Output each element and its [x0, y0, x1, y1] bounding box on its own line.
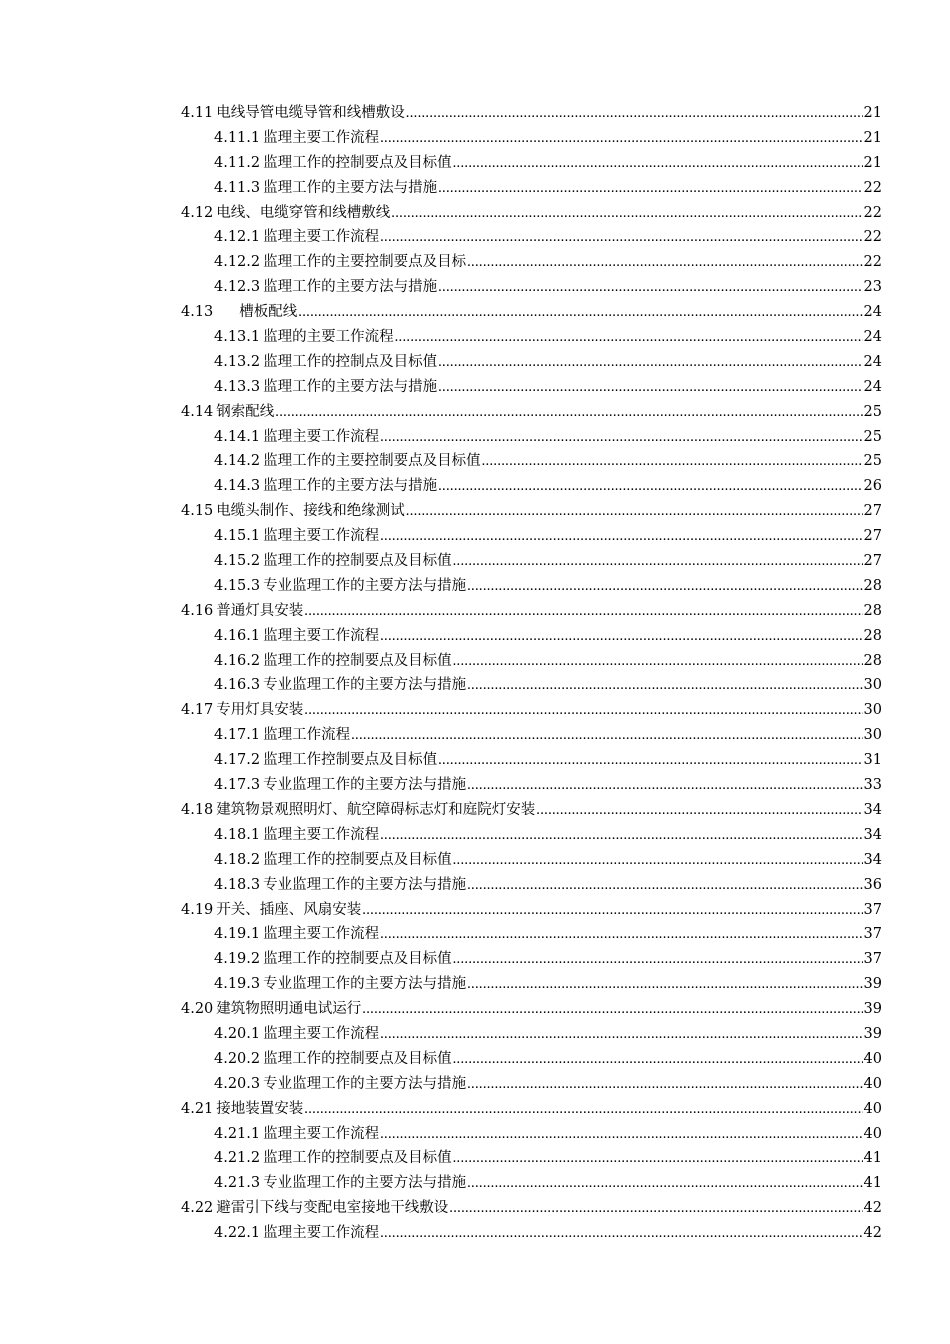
toc-entry-number: 4.15: [181, 503, 214, 520]
toc-entry[interactable]: [181, 1097, 882, 1122]
toc-dot-leader: [438, 748, 862, 773]
toc-subentry[interactable]: [181, 1022, 882, 1047]
toc-entry-number: 4.14.2: [214, 453, 261, 470]
toc-dot-leader: [362, 997, 862, 1022]
toc-page-number: 42: [863, 1225, 882, 1242]
toc-entry-number: 4.21: [181, 1100, 214, 1117]
toc-entry-number: 4.14: [181, 403, 214, 420]
toc-dot-leader: [438, 375, 862, 400]
toc-page-number: 22: [863, 204, 882, 221]
toc-entry-number: 4.18.1: [214, 826, 261, 843]
toc-entry-title: 普通灯具安装: [216, 602, 304, 619]
toc-subentry[interactable]: [181, 275, 882, 300]
toc-page-number: 36: [863, 876, 882, 893]
toc-entry-title: 监理工作的主要控制要点及目标: [263, 254, 467, 271]
toc-subentry[interactable]: [181, 574, 882, 599]
toc-page-number: 25: [863, 403, 882, 420]
toc-subentry[interactable]: [181, 449, 882, 474]
toc-page-number: 21: [863, 154, 882, 171]
toc-subentry[interactable]: [181, 1072, 882, 1097]
toc-page-number: 25: [863, 428, 882, 445]
toc-entry-number: 4.22: [181, 1200, 214, 1217]
toc-entry[interactable]: [181, 798, 882, 823]
toc-entry-title: 建筑物景观照明灯、航空障碍标志灯和庭院灯安装: [216, 801, 536, 818]
toc-entry-title: 监理主要工作流程: [263, 1125, 380, 1142]
toc-subentry[interactable]: [181, 549, 882, 574]
toc-subentry[interactable]: [181, 250, 882, 275]
toc-page-number: 22: [863, 179, 882, 196]
toc-page-number: 28: [863, 627, 882, 644]
toc-subentry[interactable]: [181, 922, 882, 947]
toc-entry-title: 监理工作的控制要点及目标值: [263, 1050, 452, 1067]
toc-page-number: 37: [863, 951, 882, 968]
toc-page-number: 37: [863, 926, 882, 943]
toc-entry[interactable]: [181, 300, 882, 325]
toc-entry-title: 监理的主要工作流程: [263, 329, 394, 346]
toc-subentry[interactable]: [181, 848, 882, 873]
toc-entry-number: 4.18: [181, 801, 214, 818]
toc-dot-leader: [304, 1097, 862, 1122]
toc-subentry[interactable]: [181, 425, 882, 450]
toc-page-number: 30: [863, 727, 882, 744]
toc-page-number: 39: [863, 1025, 882, 1042]
toc-entry-title: 监理工作流程: [263, 727, 351, 744]
toc-entry-number: 4.14.1: [214, 428, 261, 445]
toc-entry[interactable]: [181, 599, 882, 624]
toc-page-number: 27: [863, 528, 882, 545]
toc-dot-leader: [298, 300, 862, 325]
toc-dot-leader: [453, 1047, 863, 1072]
toc-entry-number: 4.17.2: [214, 752, 261, 769]
toc-dot-leader: [380, 126, 862, 151]
toc-entry[interactable]: [181, 898, 882, 923]
toc-dot-leader: [380, 425, 862, 450]
toc-dot-leader: [467, 673, 862, 698]
toc-entry-number: 4.16.2: [214, 652, 261, 669]
toc-subentry[interactable]: [181, 126, 882, 151]
toc-entry-title: 监理主要工作流程: [263, 1225, 380, 1242]
toc-dot-leader: [380, 225, 862, 250]
toc-dot-leader: [453, 947, 863, 972]
toc-page-number: 24: [863, 378, 882, 395]
toc-entry-number: 4.14.3: [214, 478, 261, 495]
toc-entry[interactable]: [181, 101, 882, 126]
toc-entry-title: 监理工作的主要方法与措施: [263, 378, 438, 395]
toc-dot-leader: [438, 474, 862, 499]
toc-page-number: 22: [863, 229, 882, 246]
toc-entry-number: 4.11: [181, 105, 214, 121]
toc-entry[interactable]: [181, 997, 882, 1022]
toc-dot-leader: [351, 723, 862, 748]
toc-subentry[interactable]: [181, 151, 882, 176]
toc-subentry[interactable]: [181, 649, 882, 674]
toc-entry-title: 监理工作控制要点及目标值: [263, 752, 438, 769]
toc-entry-number: 4.17.3: [214, 777, 261, 794]
toc-dot-leader: [380, 823, 862, 848]
toc-entry-number: 4.19.2: [214, 951, 261, 968]
toc-dot-leader: [304, 698, 862, 723]
table-of-contents: [181, 101, 882, 1246]
toc-entry-title: 电线、电缆穿管和线槽敷线: [216, 204, 391, 221]
toc-page-number: 28: [863, 577, 882, 594]
toc-entry-title: 监理主要工作流程: [263, 428, 380, 445]
toc-entry-title: 电线导管电缆导管和线槽敷设: [216, 105, 405, 121]
toc-dot-leader: [453, 848, 863, 873]
toc-entry-number: 4.19.3: [214, 976, 261, 993]
toc-subentry[interactable]: [181, 375, 882, 400]
toc-subentry[interactable]: [181, 325, 882, 350]
toc-page-number: 24: [863, 329, 882, 346]
toc-entry-number: 4.12: [181, 204, 214, 221]
toc-entry-title: 监理主要工作流程: [263, 528, 380, 545]
toc-dot-leader: [453, 549, 863, 574]
toc-entry-number: 4.15.3: [214, 577, 261, 594]
toc-entry-title: 接地装置安装: [216, 1100, 304, 1117]
toc-page-number: 37: [863, 901, 882, 918]
toc-entry-title: 专业监理工作的主要方法与措施: [263, 777, 467, 794]
toc-entry-title: 监理工作的主要控制要点及目标值: [263, 453, 481, 470]
toc-entry-number: 4.13.1: [214, 329, 261, 346]
toc-entry-number: 4.22.1: [214, 1225, 261, 1242]
toc-entry-number: 4.20.2: [214, 1050, 261, 1067]
toc-page-number: 25: [863, 453, 882, 470]
toc-dot-leader: [467, 972, 862, 997]
toc-entry-number: 4.11.1: [214, 129, 261, 146]
toc-page-number: 31: [863, 752, 882, 769]
toc-entry-title: 专业监理工作的主要方法与措施: [263, 677, 467, 694]
toc-entry-number: 4.12.2: [214, 254, 261, 271]
toc-dot-leader: [482, 449, 863, 474]
toc-entry-title: 电缆头制作、接线和绝缘测试: [216, 503, 405, 520]
toc-dot-leader: [449, 1196, 862, 1221]
toc-page-number: 23: [863, 279, 882, 296]
toc-subentry[interactable]: [181, 723, 882, 748]
toc-page-number: 30: [863, 702, 882, 719]
toc-page-number: 24: [863, 304, 882, 321]
toc-page-number: 30: [863, 677, 882, 694]
toc-page-number: 24: [863, 353, 882, 370]
toc-entry-title: 监理工作的主要方法与措施: [263, 179, 438, 196]
toc-entry[interactable]: [181, 1196, 882, 1221]
toc-entry-title: 监理主要工作流程: [263, 826, 380, 843]
toc-subentry[interactable]: [181, 673, 882, 698]
toc-dot-leader: [380, 624, 862, 649]
toc-entry-number: 4.19: [181, 901, 214, 918]
toc-page-number: 34: [863, 851, 882, 868]
toc-page-number: 21: [863, 105, 882, 121]
toc-entry-number: 4.21.1: [214, 1125, 261, 1142]
toc-subentry[interactable]: [181, 972, 882, 997]
toc-entry-title: 专业监理工作的主要方法与措施: [263, 876, 467, 893]
toc-subentry[interactable]: [181, 1122, 882, 1147]
toc-entry-number: 4.13.2: [214, 353, 261, 370]
toc-entry-number: 4.17: [181, 702, 214, 719]
toc-page-number: 28: [863, 602, 882, 619]
toc-entry-number: 4.21.3: [214, 1175, 261, 1192]
toc-entry-number: 4.16: [181, 602, 214, 619]
toc-dot-leader: [380, 1122, 862, 1147]
toc-subentry[interactable]: [181, 624, 882, 649]
toc-entry-title: 监理主要工作流程: [263, 229, 380, 246]
toc-entry-number: 4.16.3: [214, 677, 261, 694]
toc-subentry[interactable]: [181, 225, 882, 250]
toc-page-number: 34: [863, 826, 882, 843]
toc-dot-leader: [406, 499, 863, 524]
toc-entry-number: 4.20.3: [214, 1075, 261, 1092]
toc-entry-number: 4.11.2: [214, 154, 261, 171]
toc-entry-title: 监理主要工作流程: [263, 129, 380, 146]
toc-subentry[interactable]: [181, 1221, 882, 1246]
toc-subentry[interactable]: [181, 947, 882, 972]
toc-page-number: 21: [863, 129, 882, 146]
toc-dot-leader: [467, 1072, 862, 1097]
toc-subentry[interactable]: [181, 1047, 882, 1072]
toc-entry-title: 槽板配线: [239, 304, 298, 321]
toc-entry-title: 专业监理工作的主要方法与措施: [263, 577, 467, 594]
toc-subentry[interactable]: [181, 1171, 882, 1196]
toc-entry-number: 4.18.3: [214, 876, 261, 893]
toc-page-number: 41: [863, 1150, 882, 1167]
toc-page-number: 34: [863, 801, 882, 818]
toc-entry-title: 专业监理工作的主要方法与措施: [263, 1175, 467, 1192]
toc-entry-number: 4.13.3: [214, 378, 261, 395]
toc-entry-title: 监理工作的控制要点及目标值: [263, 154, 452, 171]
toc-page-number: 41: [863, 1175, 882, 1192]
toc-entry-title: 监理主要工作流程: [263, 627, 380, 644]
toc-entry-number: 4.12.3: [214, 279, 261, 296]
toc-entry-title: 监理主要工作流程: [263, 1025, 380, 1042]
toc-dot-leader: [467, 873, 862, 898]
toc-subentry[interactable]: [181, 350, 882, 375]
toc-dot-leader: [362, 898, 862, 923]
toc-entry-title: 建筑物照明通电试运行: [216, 1001, 362, 1018]
toc-subentry[interactable]: [181, 524, 882, 549]
toc-entry-title: 避雷引下线与变配电室接地干线敷设: [216, 1200, 449, 1217]
toc-entry-title: 监理工作的控制要点及目标值: [263, 1150, 452, 1167]
toc-dot-leader: [453, 151, 863, 176]
toc-entry-number: 4.12.1: [214, 229, 261, 246]
toc-entry-title: 监理工作的控制要点及目标值: [263, 652, 452, 669]
toc-dot-leader: [438, 275, 862, 300]
toc-dot-leader: [453, 649, 863, 674]
toc-page-number: 39: [863, 1001, 882, 1018]
toc-subentry[interactable]: [181, 748, 882, 773]
toc-entry-title: 监理工作的控制点及目标值: [263, 353, 438, 370]
toc-entry-number: 4.11.3: [214, 179, 261, 196]
toc-page-number: 40: [863, 1075, 882, 1092]
toc-dot-leader: [536, 798, 862, 823]
toc-entry-title: 专用灯具安装: [216, 702, 304, 719]
toc-page-number: 26: [863, 478, 882, 495]
toc-dot-leader: [438, 176, 862, 201]
toc-subentry[interactable]: [181, 873, 882, 898]
toc-entry-title: 钢索配线: [216, 403, 275, 420]
toc-page-number: 40: [863, 1050, 882, 1067]
toc-entry-title: 监理工作的主要方法与措施: [263, 279, 438, 296]
toc-subentry[interactable]: [181, 823, 882, 848]
toc-dot-leader: [453, 1146, 863, 1171]
toc-entry-number: 4.20.1: [214, 1025, 261, 1042]
toc-entry-number: 4.19.1: [214, 926, 261, 943]
toc-page-number: 40: [863, 1100, 882, 1117]
toc-entry[interactable]: [181, 400, 882, 425]
toc-dot-leader: [275, 400, 862, 425]
toc-entry-number: 4.15.2: [214, 553, 261, 570]
toc-entry-title: 监理工作的控制要点及目标值: [263, 553, 452, 570]
toc-dot-leader: [467, 574, 862, 599]
toc-dot-leader: [380, 1221, 862, 1246]
toc-entry-number: 4.13: [181, 304, 214, 321]
toc-entry-number: 4.15.1: [214, 528, 261, 545]
toc-entry[interactable]: [181, 698, 882, 723]
toc-entry-title: 开关、插座、风扇安装: [216, 901, 362, 918]
toc-entry-title: 监理工作的控制要点及目标值: [263, 951, 452, 968]
toc-entry-number: 4.18.2: [214, 851, 261, 868]
toc-entry-title: 监理主要工作流程: [263, 926, 380, 943]
toc-page-number: 27: [863, 553, 882, 570]
toc-page-number: 22: [863, 254, 882, 271]
toc-subentry[interactable]: [181, 474, 882, 499]
toc-dot-leader: [380, 922, 862, 947]
toc-page-number: 39: [863, 976, 882, 993]
toc-dot-leader: [391, 201, 862, 226]
toc-dot-leader: [380, 524, 862, 549]
toc-page-number: 27: [863, 503, 882, 520]
toc-subentry[interactable]: [181, 1146, 882, 1171]
toc-dot-leader: [406, 101, 863, 126]
toc-page-number: 28: [863, 652, 882, 669]
toc-entry-number: 4.20: [181, 1001, 214, 1018]
toc-dot-leader: [467, 250, 862, 275]
toc-dot-leader: [304, 599, 862, 624]
toc-entry-title: 专业监理工作的主要方法与措施: [263, 1075, 467, 1092]
toc-subentry[interactable]: [181, 176, 882, 201]
toc-entry-number: 4.21.2: [214, 1150, 261, 1167]
toc-subentry[interactable]: [181, 773, 882, 798]
toc-entry[interactable]: [181, 499, 882, 524]
toc-entry-number: 4.16.1: [214, 627, 261, 644]
toc-dot-leader: [467, 773, 862, 798]
toc-page-number: 42: [863, 1200, 882, 1217]
toc-entry-title: 监理工作的控制要点及目标值: [263, 851, 452, 868]
toc-page-number: 40: [863, 1125, 882, 1142]
toc-dot-leader: [380, 1022, 862, 1047]
toc-entry[interactable]: [181, 201, 882, 226]
toc-entry-title: 专业监理工作的主要方法与措施: [263, 976, 467, 993]
toc-dot-leader: [438, 350, 862, 375]
toc-dot-leader: [467, 1171, 862, 1196]
toc-entry-title: 监理工作的主要方法与措施: [263, 478, 438, 495]
toc-dot-leader: [395, 325, 863, 350]
toc-page-number: 33: [863, 777, 882, 794]
toc-entry-number: 4.17.1: [214, 727, 261, 744]
